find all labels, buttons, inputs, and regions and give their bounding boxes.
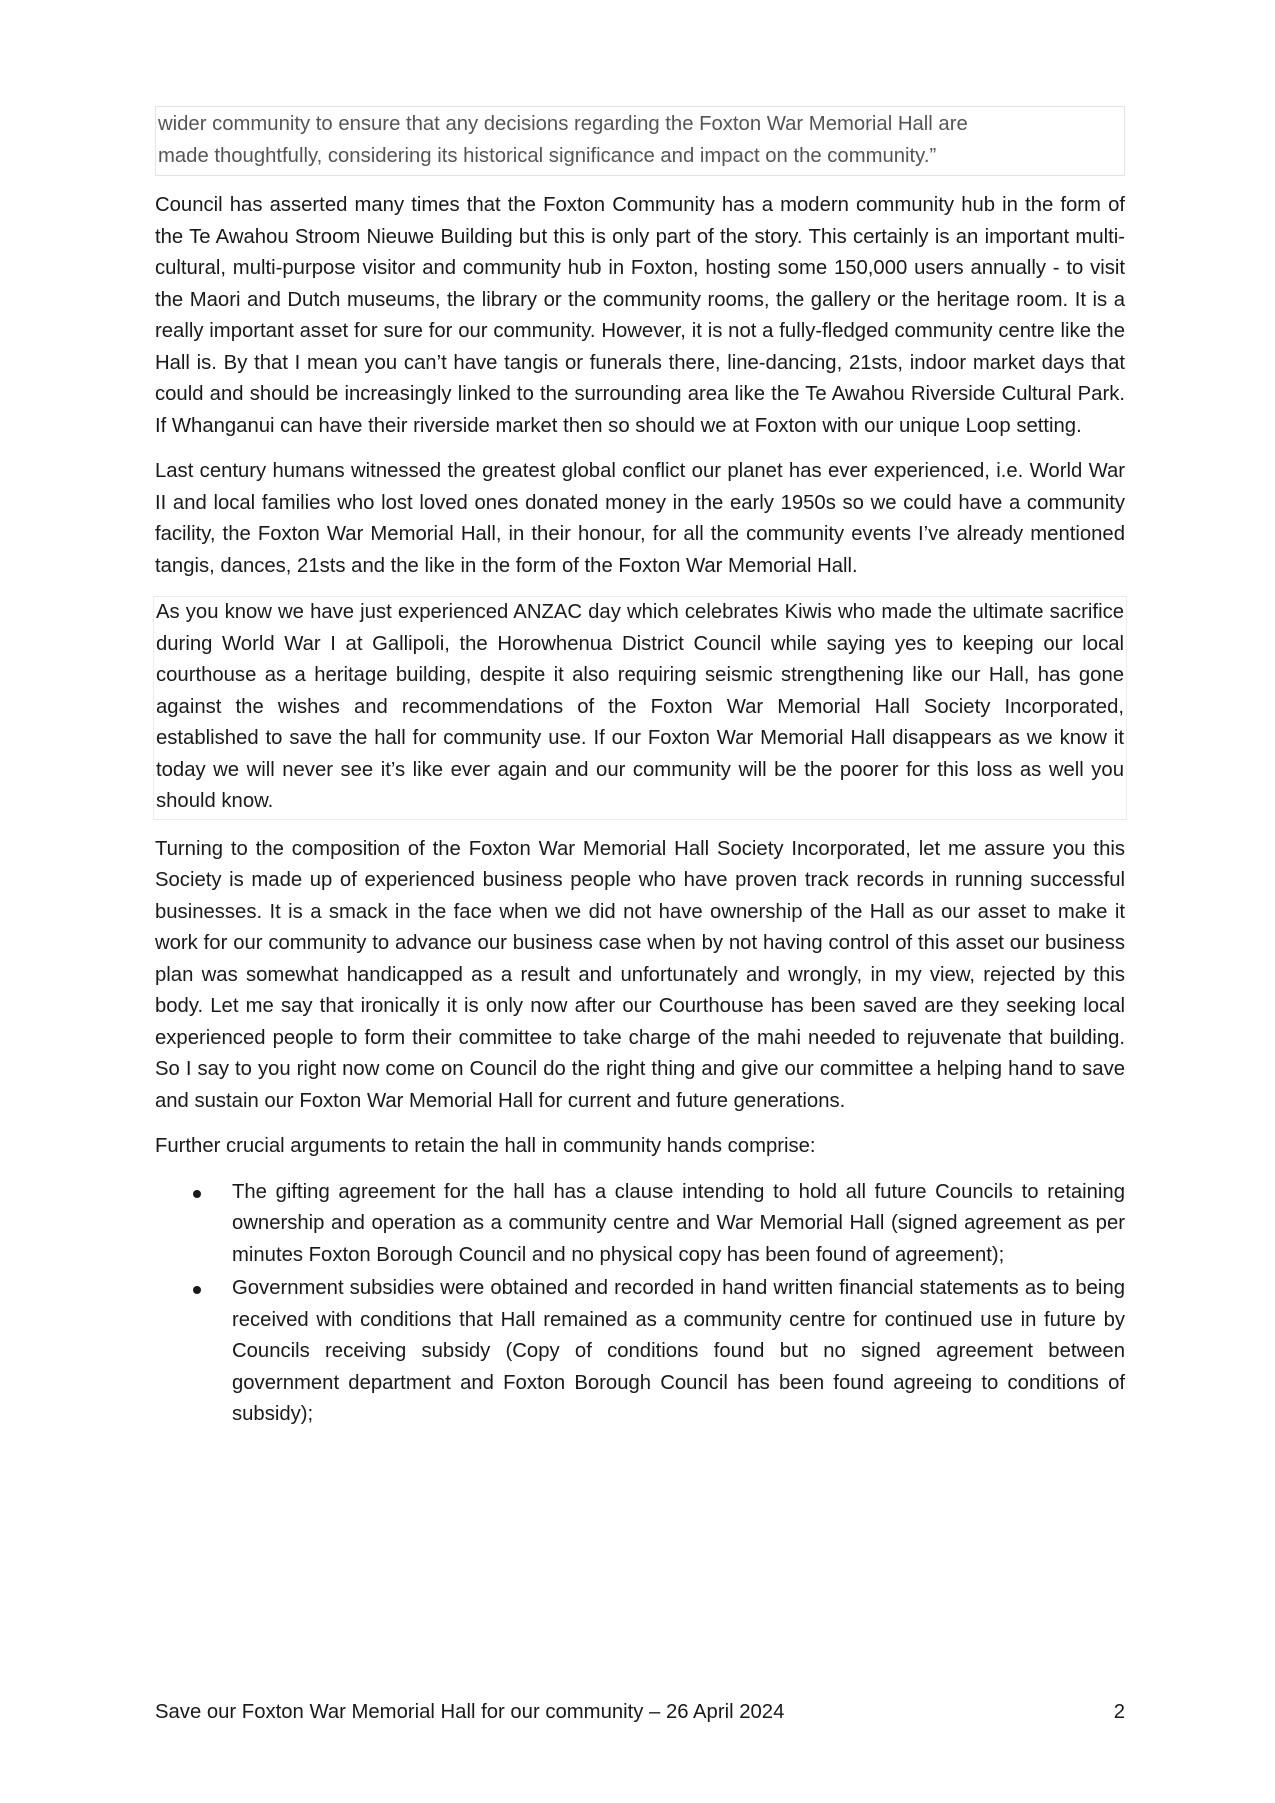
quote-line: wider community to ensure that any decisions regarding the Foxton War Memorial Hall are (158, 113, 968, 135)
page-number: 2 (1113, 1701, 1125, 1723)
paragraph-society-composition: Turning to the composition of the Foxton War Memorial Hall Society Incorporated, let me assure you this Society is made up of experienced business people who have proven track records in running successful businesses. It is a smack in the face when we did not have ownership of the Hall as our asset to make it work for our community to advance our business case when by not having control of this asset our business plan was somewhat handicapped as a result and unfortunately and wrongly, in my view, rejected by this body. Let me say that ironically it is only now after our Courthouse has been saved are they seeking local experienced people to form their committee to take charge of the mahi needed to rejuvenate that building. So I say to you right now come on Council do the right thing and give our committee a helping hand to save and sustain our Foxton War Memorial Hall for current and future generations. (155, 837, 1125, 1112)
bullet-icon (193, 1190, 201, 1198)
paragraph-anzac-day: As you know we have just experienced ANZAC day which celebrates Kiwis who made the ultimate sacrifice during World War I at Gallipoli, the Horowhenua District Council while saying yes to keeping our local courthouse as a heritage building, despite it also requiring seismic strengthening like our Hall, has gone against the wishes and recommendations of the Foxton War Memorial Hall Society Incorporated, established to save the hall for community use. If our Foxton War Memorial Hall disappears as we know it today we will never see it’s like ever again and our community will be the poorer for this loss as well you should know. (153, 596, 1127, 820)
list-item-text: The gifting agreement for the hall has a clause intending to hold all future Councils to retaining ownership and operation as a community centre and War Memorial Hall (signed agreement as per minutes Foxton Borough Council and no physical copy has been found of agreement); (232, 1180, 1125, 1266)
list-item (155, 1177, 1125, 1272)
paragraph-further-arguments: Further crucial arguments to retain the hall in community hands comprise: (155, 1135, 816, 1157)
arguments-list (155, 1177, 1125, 1431)
list-item (155, 1273, 1125, 1431)
page-body (155, 106, 1125, 1433)
quote-block (155, 106, 1125, 176)
bullet-icon (193, 1286, 201, 1294)
quote-line: made thoughtfully, considering its historical significance and impact on the community.” (158, 144, 937, 167)
footer-text: Save our Foxton War Memorial Hall for our community – 26 April 2024 (155, 1701, 785, 1723)
paragraph-community-hub: Council has asserted many times that the Foxton Community has a modern community hub in the form of the Te Awahou Stroom Nieuwe Building but this is only part of the story. This certainly is an important multi-cultural, multi-purpose visitor and community hub in Foxton, hosting some 150,000 users annually - to visit the Maori and Dutch museums, the library or the community rooms, the gallery or the heritage room. It is a really important asset for sure for our community. However, it is not a fully-fledged community centre like the Hall is. By that I mean you can’t have tangis or funerals there, line-dancing, 21sts, indoor market days that could and should be increasingly linked to the surrounding area like the Te Awahou Riverside Cultural Park. If Whanganui can have their riverside market then so should we at Foxton with our unique Loop setting. (155, 194, 1125, 437)
paragraph-world-war-two: Last century humans witnessed the greatest global conflict our planet has ever experienced, i.e. World War II and local families who lost loved ones donated money in the early 1950s so we could have a community facility, the Foxton War Memorial Hall, in their honour, for all the community events I’ve already mentioned tangis, dances, 21sts and the like in the form of the Foxton War Memorial Hall. (155, 460, 1125, 577)
list-item-text: Government subsidies were obtained and recorded in hand written financial statements as to being received with conditions that Hall remained as a community centre for continued use in future by Councils receiving subsidy (Copy of conditions found but no signed agreement between government department and Foxton Borough Council has been found agreeing to conditions of subsidy); (232, 1277, 1125, 1425)
